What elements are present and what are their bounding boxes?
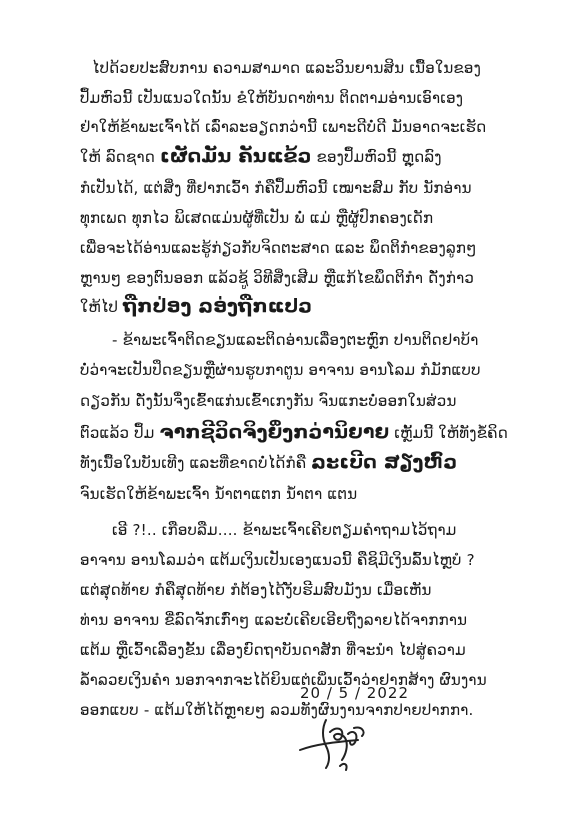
text-line: ທຸກເພດ ທຸກໄວ ພິເສດແມ່ນຜູ້ທີ່ເປັນ ພໍ່ ແມ່ ຫຼືຜູ້ປົກຄອງເດັກ	[80, 209, 434, 227]
emphasized-phrase: ເຜັດມັນ ຄັນແຂ້ວ	[160, 145, 312, 167]
emphasized-phrase: ຖືກປ່ອງ ລອ່ງຖືກແປວ	[123, 295, 313, 317]
text-line: ຫຼານໆ ຂອງຕົນອອກ ແລ້ວຊູ້ ວິທີສິ່ງເສີມ ຫຼືແກ້ໄຂພຶດຕິກຳ ດັ່ງກ່າວ	[80, 269, 475, 287]
emphasized-phrase: ຈາກຊີວິດຈິງຍິ່ງກວ່ານິຍາຍ	[159, 421, 390, 443]
text-run: ໃຫ້ໄປ	[80, 298, 124, 316]
text-line: ດຽວກັນ ດັ່ງນັ້ນຈຶ່ງເຂົ້າແກ່ນເຂົ້າເກງກັນ ຈົນແກະບໍ່ອອກໃນສ່ວນ	[80, 392, 457, 410]
text-line: ແຕ່ສຸດທ້າຍ ກໍຄືສຸດທ້າຍ ກໍຕ້ອງໄດ້ງັບຮີມສົບມັງນ ເມື່ອເຫັນ	[80, 581, 432, 599]
text-line	[80, 146, 442, 167]
text-run: ຕົວແລ້ວ ປຶ້ມ	[80, 424, 160, 442]
text-line: ລ້ຳລວຍເງິນຄຳ ນອກຈາກຈະໄດ້ຍິນແຕ່ເພິ່ນເວົ້າວ່າຢາກສ້າງ ຜົນງານ	[80, 671, 487, 689]
text-line	[80, 296, 312, 317]
text-run: ທັງເນື້ອໃນບັນເທີງ ແລະທີ່ຂາດບໍ່ໄດ້ກໍຄື	[80, 454, 312, 472]
text-line: ຢ່າໃຫ້ຂ້າພະເຈົ້າໄດ້ ເລົ່າລະອຽດກວ່ານີ້ ເພາະດີບໍ່ດີ ມັນອາດຈະເຮັດ	[80, 118, 487, 136]
text-line: ໄປດ້ວຍປະສົບການ ຄວາມສາມາດ ແລະວິນຍານສິນ ເນື້ອໃນຂອງ	[92, 59, 482, 77]
text-run: ໃຫ້ ລົດຊາດ	[80, 148, 160, 166]
signature	[296, 710, 376, 774]
text-line	[80, 452, 457, 473]
text-line: ປຶ້ມຫົວນີ້ ເປັນແນວໃດນັ້ນ ຂໍໃຫ້ບັນດາທ່ານ ຕິດຕາມອ່ານເອົາເອງ	[80, 89, 464, 107]
text-line: ເພື່ອຈະໄດ້ອ່ານແລະຮູ້ກ່ຽວກັບຈິດຕະສາດ ແລະ ພຶດຕິກຳຂອງລູກໆ	[80, 239, 477, 257]
document-date: 20 / 5 / 2022	[300, 684, 409, 702]
text-run: ເຫຼັ້ມນີ້ ໃຫ້ທັງຂໍ້ຄິດ	[389, 424, 508, 442]
emphasized-phrase: ລະເບີດ ສຽງຫົວ	[311, 451, 458, 473]
text-line: ບໍ່ວ່າຈະເປັນປຶດຂຽນຫຼືຜ່ານຮູບກາຕູນ ອາຈານ ອານໂລມ ກໍມັກແບບ	[80, 361, 481, 379]
text-line: ທ່ານ ອາຈານ ຂີ່ລົດຈັກເກົ່າໆ ແລະບໍ່ເຄີຍເອີຍຖືງລາຍໄດ້ຈາກການ	[80, 611, 468, 629]
text-line	[80, 422, 508, 443]
text-line: ແຕ້ມ ຫຼືເວົ້າເລື່ອງຂັ້ນ ເລື່ອງຍົດຖາບັນດາສັກ ທີ່ຈະນຳ ໄປສູ່ຄວາມ	[80, 641, 466, 659]
text-line: ອາຈານ ອານໂລມວ່າ ແຕ້ມເງິນເປັນເອງແນວນີ້ ຄືຊິມີເງິນລົ້ນໄຫຼບໍ ?	[80, 551, 475, 569]
text-line: ອອກແບບ - ແຕ້ມໃຫ້ໄດ້ຫຼາຍໆ ລວມທັງຜົນງານຈາກປາຍປາກກາ.	[80, 701, 474, 719]
text-run: ຂອງປຶ້ມຫົວນີ້ ຫຼຸດລົງ	[311, 148, 442, 166]
text-line: ຈົນເຮັດໃຫ້ຂ້າພະເຈົ້າ ນ້ຳຕາແຕກ ນ້ຳຕາ ແຕນ	[80, 485, 358, 503]
text-line: - ຂ້າພະເຈົ້າຕິດຂຽນແລະຕິດອ່ານເລື່ອງຕະຫຼົກ ປານຕິດຢາບ້າ	[112, 331, 479, 349]
text-line: ກໍເປັນໄດ້, ແຕ່ສິ່ງ ທີ່ຢາກເວົ້າ ກໍຄືປຶ້ມຫົວນີ້ ເໝາະສົມ ກັບ ນັກອ່ານ	[80, 179, 472, 197]
text-line: ເອີ ?!.. ເກືອບລືມ.... ຂ້າພະເຈົ້າເຄີຍຕຽມຄຳຖາມໄວ້ຖາມ	[112, 521, 457, 539]
